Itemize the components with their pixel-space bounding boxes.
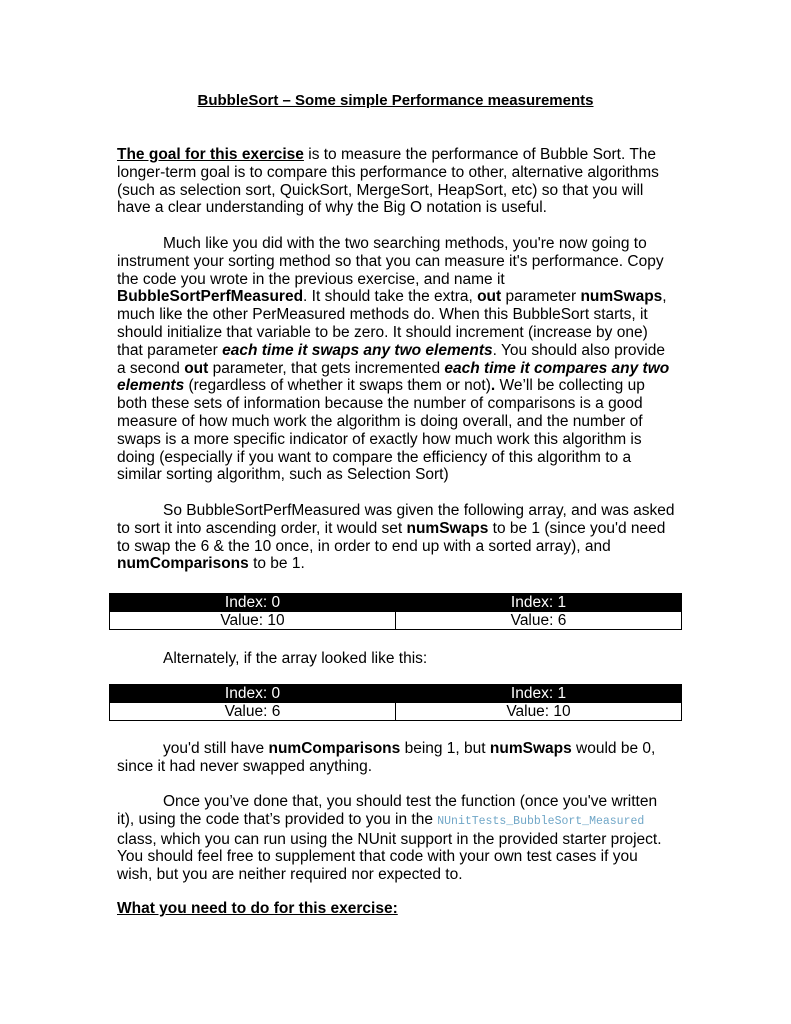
p2-text-8: We’ll be collecting up both these sets of information because the number of comparisons is a good measure of how much work the algorithm is doing overall, and the number of swaps is a more specific indicator of exactly how much work this algorithm is doing (especially if you want to compare the efficiency of this algorithm to a similar sorting algorithm, such as Selection Sort) [117, 377, 645, 484]
table-cell: Value: 6 [110, 703, 396, 721]
example-paragraph [117, 502, 677, 573]
p5-text-2: being 1, but [400, 740, 490, 757]
table-header-row [110, 594, 682, 612]
table-header-cell: Index: 0 [110, 685, 396, 703]
out-keyword: out [477, 288, 502, 306]
alternate-paragraph [117, 650, 677, 668]
test-class-name: NUnitTests_BubbleSort_Measured [437, 814, 645, 828]
table-cell: Value: 6 [396, 612, 682, 630]
p2-text-3: parameter [501, 288, 581, 306]
array-table-sorted [109, 684, 682, 721]
table-header-cell: Index: 1 [396, 685, 682, 703]
numcomparisons-term: numComparisons [117, 555, 249, 573]
goal-text: is to measure the performance of Bubble Sort. The longer-term goal is to compare this performance to other, alternative algorithms (such as selection sort, QuickSort, MergeSort, HeapSort, etc) so that you will have a clear understanding of why the Big O notation is useful. [117, 146, 659, 217]
p3-text-3: to be 1. [248, 555, 305, 573]
document-title: BubbleSort – Some simple Performance measurements [197, 92, 594, 109]
p4-text: Alternately, if the array looked like this: [163, 650, 428, 667]
p6-text-2: class, which you can run using the NUnit support in the provided starter project. You should feel free to supplement that code with your own test cases if you wish, but you are neither required nor expected to. [117, 830, 662, 884]
p3-text-2: to be 1 (since you'd need to swap the 6 & the 10 once, in order to end up with a sorted array), and [117, 519, 666, 555]
p3-text-1: So BubbleSortPerfMeasured was given the following array, and was asked to sort it into ascending order, it would set [117, 502, 675, 537]
p2-text-4: , much like the other PerMeasured methods do. When this BubbleSort starts, it should initialize that variable to be zero. It should increment (increase by one) that parameter [117, 288, 667, 359]
p2-text-5: . You should also provide a second [117, 341, 665, 377]
numswaps-term: numSwaps [580, 288, 663, 306]
todo-heading: What you need to do for this exercise: [117, 900, 398, 917]
p5-text-3: would be 0, since it had never swapped anything. [117, 740, 656, 775]
swap-emphasis: each time it swaps any two elements [222, 341, 493, 359]
array-table-unsorted [109, 593, 682, 630]
numswaps-term: numSwaps [489, 740, 572, 757]
compare-emphasis: each time it compares any two elements [117, 359, 670, 395]
bold-period: . [490, 377, 496, 395]
p6-text-1: Once you’ve done that, you should test the function (once you've written it), using the code that’s provided to you in the [117, 793, 658, 828]
p2-text-7: (regardless of whether it swaps them or not) [184, 377, 491, 395]
table-cell: Value: 10 [110, 612, 396, 630]
p5-text-1: you'd still have [163, 740, 269, 757]
table-header-cell: Index: 0 [110, 594, 396, 612]
p2-text-6: parameter, that gets incremented [208, 359, 445, 377]
numswaps-term: numSwaps [406, 519, 489, 537]
method-name: BubbleSortPerfMeasured [117, 288, 304, 306]
instrument-paragraph [117, 235, 677, 484]
p2-text-2: . It should take the extra, [303, 288, 478, 306]
goal-heading: The goal for this exercise [117, 146, 304, 163]
table-row [110, 703, 682, 721]
still-paragraph [117, 740, 677, 776]
table-header-row [110, 685, 682, 703]
todo-heading-block [117, 900, 677, 918]
table-header-cell: Index: 1 [396, 594, 682, 612]
table-row [110, 612, 682, 630]
p2-text-1: Much like you did with the two searching methods, you're now going to instrument your sorting method so that you can measure it's performance. Copy the code you wrote in the previous exercise, and name it [117, 235, 664, 288]
table-cell: Value: 10 [396, 703, 682, 721]
goal-paragraph [117, 146, 677, 217]
out-keyword-2: out [184, 359, 209, 377]
numcomparisons-term: numComparisons [268, 740, 401, 757]
testing-paragraph [117, 793, 677, 884]
